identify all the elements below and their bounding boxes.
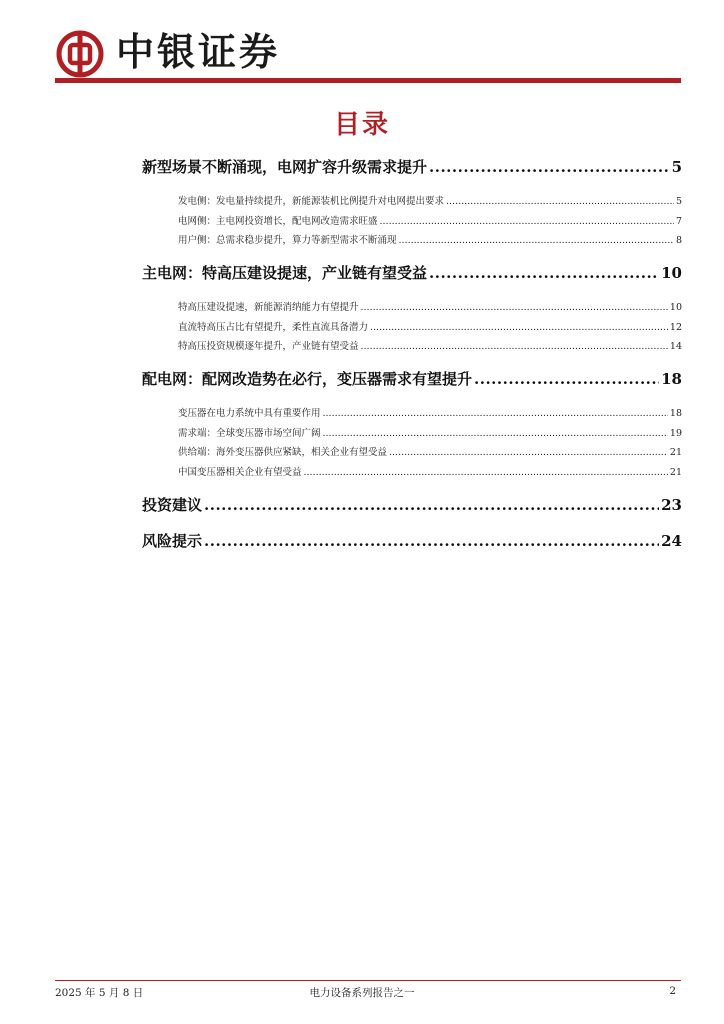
toc-entry-page: 8 [675, 235, 682, 246]
toc-entry[interactable] [178, 319, 682, 333]
toc-entry[interactable] [142, 368, 682, 389]
toc-entry-page: 10 [661, 264, 682, 282]
page-header [0, 0, 724, 90]
dot-leader [380, 216, 674, 227]
toc-title: 目录 [333, 110, 390, 140]
toc-entry-label: 电网侧：主电网投资增长，配电网改造需求旺盛 [178, 216, 378, 227]
bank-of-china-logo-icon [56, 30, 104, 78]
toc-entry-label: 需求端：全球变压器市场空间广阔 [178, 428, 321, 439]
toc-entry-page: 24 [661, 532, 682, 550]
toc-entry-page: 5 [671, 158, 682, 176]
toc-entry-label: 风险提示 [142, 532, 203, 550]
toc-entry[interactable] [142, 262, 682, 283]
dot-leader [204, 496, 659, 514]
toc-entry[interactable] [178, 338, 682, 352]
toc-entry[interactable] [142, 156, 682, 177]
toc-entry-page: 23 [661, 496, 682, 514]
footer-series-title: 电力设备系列报告之一 [309, 987, 415, 999]
toc-entry-page: 12 [669, 322, 682, 333]
dot-leader [304, 467, 668, 478]
toc-entry-label: 主电网：特高压建设提速，产业链有望受益 [142, 264, 428, 282]
dot-leader [429, 158, 670, 176]
toc-entry-page: 10 [669, 302, 682, 313]
dot-leader [399, 235, 674, 246]
dot-leader [204, 532, 659, 550]
toc-entry-page: 21 [669, 447, 682, 458]
toc-entry[interactable] [178, 193, 682, 207]
header-divider [55, 78, 681, 83]
toc-entry[interactable] [142, 530, 682, 551]
toc-entry-page: 18 [669, 408, 682, 419]
dot-leader [323, 408, 668, 419]
toc-entry-label: 供给端：海外变压器供应紧缺，相关企业有望受益 [178, 447, 388, 458]
toc-entry-label: 直流特高压占比有望提升，柔性直流具备潜力 [178, 322, 369, 333]
toc-entry-page: 21 [669, 467, 682, 478]
toc-entry[interactable] [178, 405, 682, 419]
dot-leader [370, 322, 668, 333]
toc-entry-label: 特高压投资规模逐年提升，产业链有望受益 [178, 341, 359, 352]
toc-entry-page: 19 [669, 428, 682, 439]
toc-entry-page: 7 [675, 216, 682, 227]
dot-leader [474, 370, 659, 388]
dot-leader [361, 341, 668, 352]
toc-entry[interactable] [178, 232, 682, 246]
toc-entry[interactable] [178, 299, 682, 313]
dot-leader [389, 447, 668, 458]
footer-page-number: 2 [669, 985, 676, 997]
toc-entry-label: 发电侧：发电量持续提升，新能源装机比例提升对电网提出要求 [178, 196, 445, 207]
dot-leader [446, 196, 674, 207]
dot-leader [361, 302, 668, 313]
toc-entry-page: 5 [675, 196, 682, 207]
toc-entry[interactable] [178, 464, 682, 478]
toc-entry-label: 特高压建设提速，新能源消纳能力有望提升 [178, 302, 359, 313]
toc-entry[interactable] [178, 213, 682, 227]
toc-entry-page: 14 [669, 341, 682, 352]
footer-divider [55, 980, 681, 981]
toc-entry-page: 18 [661, 370, 682, 388]
toc-entry-label: 变压器在电力系统中具有重要作用 [178, 408, 321, 419]
toc-entry-label: 新型场景不断涌现，电网扩容升级需求提升 [142, 158, 428, 176]
dot-leader [429, 264, 659, 282]
brand-name: 中银证券 [116, 29, 281, 74]
toc-entry[interactable] [142, 494, 682, 515]
toc-entry-label: 中国变压器相关企业有望受益 [178, 467, 302, 478]
toc-entry-label: 投资建议 [142, 496, 203, 514]
toc-entry[interactable] [178, 444, 682, 458]
toc-entry-label: 用户侧：总需求稳步提升，算力等新型需求不断涌现 [178, 235, 397, 246]
toc-entry[interactable] [178, 425, 682, 439]
footer-date: 2025 年 5 月 8 日 [55, 987, 144, 999]
dot-leader [323, 428, 668, 439]
toc-entry-label: 配电网：配网改造势在必行，变压器需求有望提升 [142, 370, 473, 388]
